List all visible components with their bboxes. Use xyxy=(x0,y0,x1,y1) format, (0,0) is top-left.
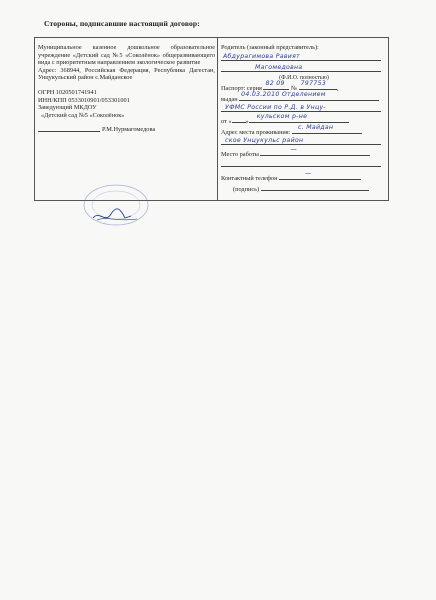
organization-inn-kpp: ИНН/КПП 0533010901/053301001 xyxy=(38,96,130,104)
head-title: Заведующий МКДОУ xyxy=(38,104,97,112)
address-line-2: ское Унцукульс район xyxy=(225,137,304,145)
from-label: от « xyxy=(221,118,232,126)
signatures-table xyxy=(34,37,389,201)
issued-by-line-2: УФМС России по Р.Д. в Унцу- xyxy=(225,104,326,112)
fio-hint: (Ф.И.О. полностью) xyxy=(279,74,329,81)
head-organization: «Детский сад №5 «Соколёнок» xyxy=(41,111,125,119)
parent-block: Родитель (законный представитель): Абдурагимова Равият Магомедовна (Ф.И.О. полностью) Паспорт: серия 82 09 № 797753 , выдан 04.03.2010 Отделением УФМС России по Р.Д. в Унцу- от « » кульском р-не Адрес места проживания: с. Майдан ское Унцукульс район Место работы — Контактный телефон — (подпись) xyxy=(221,44,387,194)
passport-series: 82 09 xyxy=(265,80,285,88)
passport-number: 797753 xyxy=(300,80,327,88)
from-label-close: » xyxy=(245,118,249,126)
issued-label: выдан xyxy=(221,96,238,104)
organization-block xyxy=(38,44,215,135)
parent-name-line-2: Магомедовна xyxy=(255,63,303,71)
passport-label: Паспорт: серия xyxy=(221,85,262,93)
head-name: Р.М.Нурмагомедова xyxy=(102,126,156,134)
head-signature-line xyxy=(38,131,100,132)
organization-address: Адрес: 368944, Российская Федерация, Республика Дагестан, Унцукульский район с.Майданское xyxy=(38,66,215,82)
issued-by-line-1: 04.03.2010 Отделением xyxy=(241,91,326,99)
stamp-seal-icon xyxy=(79,180,153,228)
column-divider xyxy=(217,38,218,200)
organization-ogrn: ОГРН 1020501741941 xyxy=(38,88,97,96)
work-value: — xyxy=(290,146,297,154)
address-label: Адрес места проживания: xyxy=(221,129,291,137)
issued-by-line-3: кульском р-не xyxy=(256,113,308,121)
document-heading: Стороны, подписавшие настоящий договор: xyxy=(44,19,200,28)
passport-number-label: № xyxy=(291,85,298,93)
phone-value: — xyxy=(305,170,312,178)
parent-signature-line xyxy=(261,183,369,191)
parent-name-line-1: Абдурагимова Равият xyxy=(223,52,301,60)
phone-label: Контактный телефон xyxy=(221,175,278,183)
signature-hint: (подпись) xyxy=(233,186,260,194)
work-label: Место работы xyxy=(221,151,259,159)
address-line-1: с. Майдан xyxy=(298,124,334,132)
organization-name: Муниципальное казенное дошкольное образовательное учреждение «Детский сад №5 «Соколёнок» общеразвивающего вида с приоритетным направлением экологическое развитие xyxy=(38,44,215,67)
parent-label: Родитель (законный представитель): xyxy=(221,44,319,51)
